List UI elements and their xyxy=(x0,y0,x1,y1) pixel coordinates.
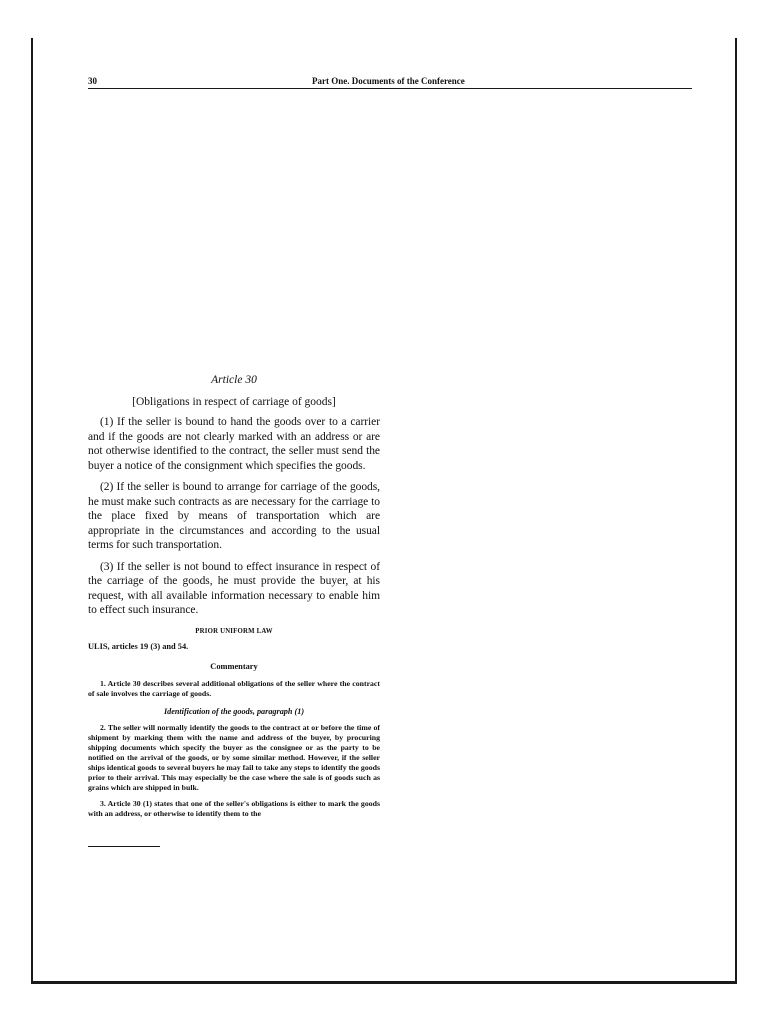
page-border-right xyxy=(735,38,737,984)
commentary-paragraph-3: 3. Article 30 (1) states that one of the seller's obligations is either to mark the goods with an address, or otherwise to identify them to the xyxy=(88,798,380,818)
article-subtitle: [Obligations in respect of carriage of goods] xyxy=(132,396,336,408)
article-paragraph-3: (3) If the seller is not bound to effect insurance in respect of the carriage of the goods, he must provide the buyer, at his request, with all available information necessary to enable him to effect such insurance. xyxy=(88,560,380,616)
prior-uniform-law-heading: PRIOR UNIFORM LAW xyxy=(195,627,273,635)
article-title: Article 30 xyxy=(211,374,257,386)
running-title: Part One. Documents of the Conference xyxy=(312,76,465,86)
section-heading-identification: Identification of the goods, paragraph (1) xyxy=(163,706,305,716)
running-head xyxy=(88,76,692,88)
commentary-paragraph-1: 1. Article 30 describes several additional obligations of the seller where the contract of sale involves the carriage of goods. xyxy=(88,678,380,698)
page-number: 30 xyxy=(88,76,97,86)
page-border-bottom xyxy=(31,981,737,984)
commentary-paragraph-2: 2. The seller will normally identify the goods to the contract at or before the time of shipment by marking them with the name and address of the buyer, by procuring shipping documents which specify the buyer as the consignee or as the party to be notified on the arrival of the goods, or by some similar method. However, if the seller ships identical goods to several buyers he may fail to take any steps to identify the goods prior to their arrival. This may especially be the case where the sale is of goods such as grains which are shipped in bulk. xyxy=(88,722,380,792)
footnote-rule xyxy=(88,846,160,847)
page-border-left xyxy=(31,38,33,984)
article-paragraph-1: (1) If the seller is bound to hand the goods over to a carrier and if the goods are not clearly marked with an address or are not otherwise identified to the contract, the seller must send the buyer a notice of the consignment which specifies the goods. xyxy=(88,416,380,472)
header-rule xyxy=(88,88,692,89)
commentary-heading: Commentary xyxy=(210,661,258,671)
article-paragraph-2: (2) If the seller is bound to arrange for carriage of the goods, he must make such contracts as are necessary for the carriage to the place fixed by means of transportation which are appropriate in the circumstances and according to the usual terms for such transportation. xyxy=(88,481,380,551)
text-column xyxy=(88,372,380,825)
prior-uniform-law-text: ULIS, articles 19 (3) and 54. xyxy=(88,641,189,651)
